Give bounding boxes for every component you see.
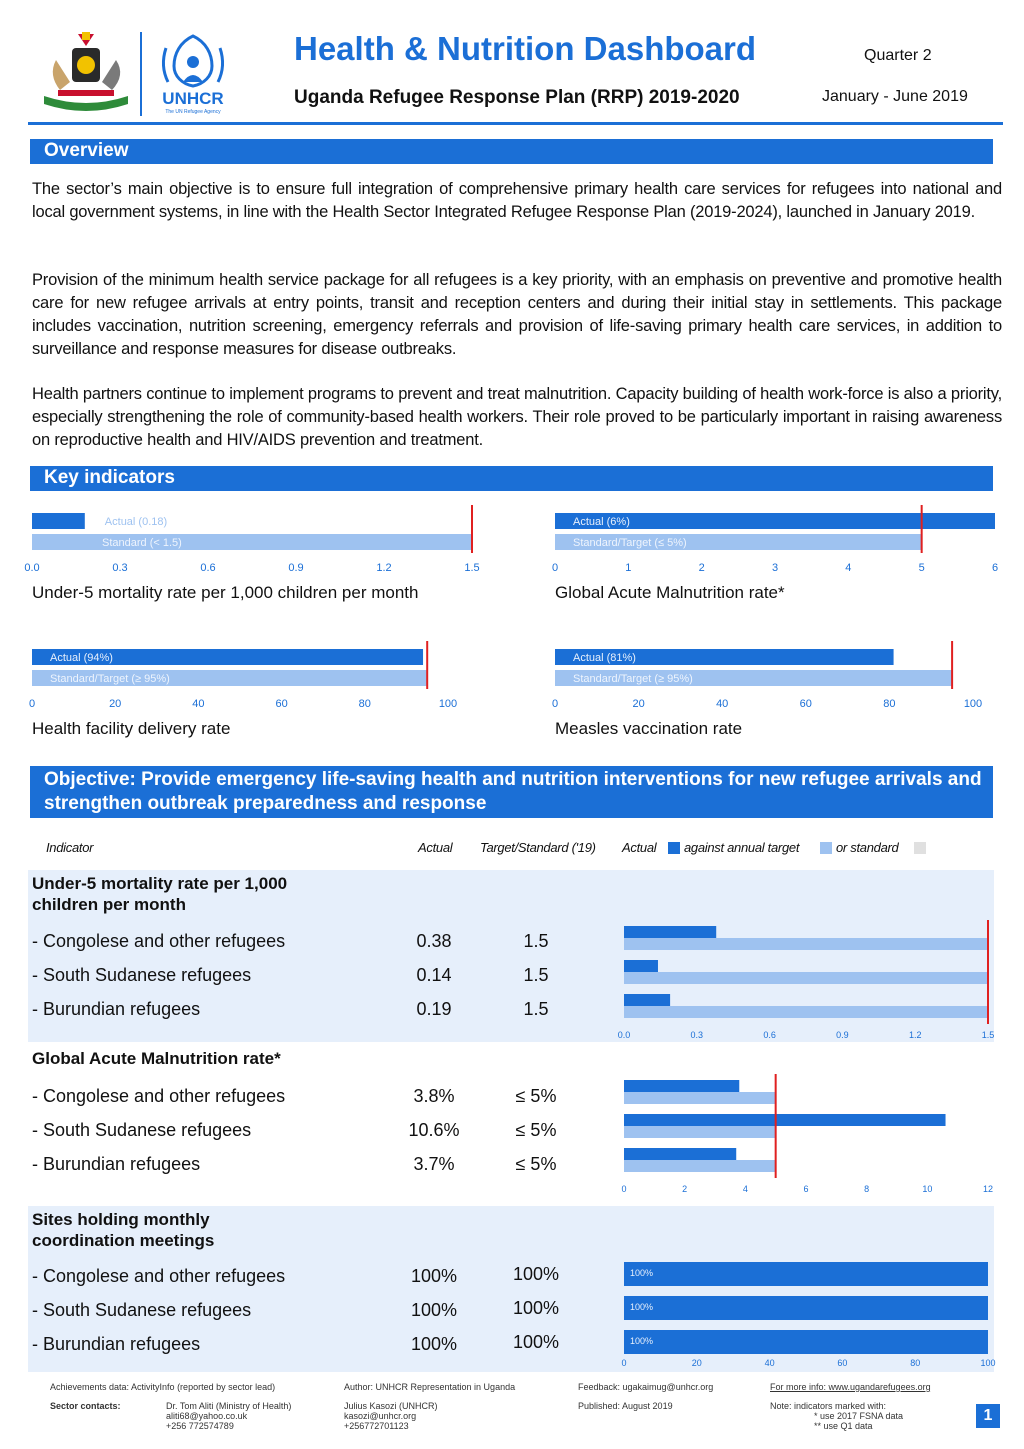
header-rule: [28, 122, 1003, 125]
footer-note-2: ** use Q1 data: [814, 1421, 873, 1431]
tick-label: 4: [845, 562, 852, 574]
actual-bar: [624, 1080, 739, 1092]
key-indicator-chart-under5-mortality: [24, 505, 490, 605]
tick-label: 1.5: [981, 1030, 995, 1040]
tick-label: 2: [682, 1184, 688, 1194]
tick-label: 40: [192, 698, 205, 710]
overview-paragraph-2: Provision of the minimum health service package for all refugees is a key priority, with an emphasis on preventive and promotive health care for new refugee arrivals at entry points, transit and reception centers and during their initial stay in settlements. This package includes vaccination, nutrition screening, emergency referrals and provision of life-saving primary health care services, in addition to surveillance and response measures for disease outbreaks.: [32, 271, 1002, 358]
legend-target-swatch: [820, 842, 832, 854]
group-chart-svg: [618, 920, 994, 1044]
unhcr-logo: [150, 32, 236, 116]
overview-paragraph-3: Health partners continue to implement programs to prevent and treat malnutrition. Capacity building of health work-force is also a priority, especially strengthening the role of community-based health workers. Their role proved to be particularly important in raising awareness on reproductive health and HIV/AIDS prevention and treatment.: [32, 385, 1002, 449]
footer-contact2-name: Julius Kasozi (UNHCR): [344, 1401, 438, 1411]
page-number: 1: [976, 1404, 1000, 1428]
tick-label: 0: [28, 698, 36, 710]
actual-bar: [624, 960, 658, 972]
key-chart-svg: [553, 505, 1003, 577]
tick-label: 0.3: [112, 562, 128, 574]
tick-label: 6: [803, 1184, 809, 1194]
row-target: 1.5: [523, 965, 549, 985]
group-chart-coordination: [618, 1256, 994, 1377]
row-target: 100%: [512, 1264, 560, 1284]
actual-bar: [624, 1262, 988, 1286]
legend-standard-label: or standard: [836, 840, 899, 855]
actual-bar: [624, 926, 716, 938]
tick-label: 3: [771, 562, 779, 574]
tick-label: 0.6: [200, 562, 216, 574]
group-chart-under5: [618, 920, 994, 1049]
tick-label: 20: [691, 1358, 702, 1368]
page-title: Health & Nutrition Dashboard: [294, 30, 757, 67]
row-target: ≤ 5%: [515, 1154, 557, 1174]
key-chart-title: Under-5 mortality rate per 1,000 children per month: [32, 583, 419, 602]
key-chart-svg: [553, 641, 1003, 713]
row-actual: 100%: [410, 1266, 458, 1286]
unhcr-wordmark: UNHCR: [162, 89, 224, 108]
footer-contact2-email[interactable]: kasozi@unhcr.org: [344, 1411, 417, 1421]
period-label: January - June 2019: [822, 88, 968, 105]
row-label: - Congolese and other refugees: [32, 1266, 286, 1286]
group-chart-gam: [618, 1074, 994, 1203]
tick-label: 5: [918, 562, 925, 574]
key-chart-svg: [30, 641, 490, 713]
footer-sector-contacts-label: Sector contacts:: [50, 1401, 121, 1411]
tick-label: 1.2: [908, 1030, 922, 1040]
target-bar: [624, 1160, 776, 1172]
actual-bar: [32, 513, 85, 529]
tick-label: 0.3: [690, 1030, 704, 1040]
key-indicator-chart-delivery-rate: [30, 641, 490, 741]
standard-data-label: Standard/Target (≤ 5%): [573, 537, 687, 549]
tick-label: 1.5: [464, 562, 480, 574]
actual-data-label: Actual (94%): [50, 652, 113, 664]
tick-label: 1.2: [376, 562, 392, 574]
row-label: - Congolese and other refugees: [32, 931, 286, 951]
row-target: 100%: [512, 1332, 560, 1352]
row-actual: 0.19: [416, 999, 452, 1019]
standard-bar: [32, 534, 472, 550]
legend-actual-label: Actual: [622, 840, 657, 855]
tick-label: 4: [742, 1184, 748, 1194]
col-header-indicator: Indicator: [46, 840, 94, 855]
target-bar: [624, 1092, 776, 1104]
footer-feedback[interactable]: Feedback: ugakaimug@unhcr.org: [578, 1382, 714, 1392]
key-indicators-heading: Key indicators: [30, 466, 993, 491]
row-label: - South Sudanese refugees: [32, 1300, 252, 1320]
row-target: 1.5: [523, 931, 549, 951]
row-label: - Burundian refugees: [32, 1154, 201, 1174]
tick-label: 100: [963, 698, 983, 710]
row-actual: 10.6%: [408, 1120, 460, 1140]
group-title: Global Acute Malnutrition rate*: [32, 1049, 281, 1068]
target-bar: [624, 972, 988, 984]
target-bar: [624, 1126, 776, 1138]
tick-label: 0: [551, 698, 559, 710]
row-label: - South Sudanese refugees: [32, 1120, 252, 1140]
tick-label: 100: [438, 698, 458, 710]
tick-label: 60: [837, 1358, 848, 1368]
row-actual: 3.8%: [413, 1086, 455, 1106]
footer-contact1-email[interactable]: aliti68@yahoo.co.uk: [166, 1411, 248, 1421]
bar-data-label: 100%: [630, 1336, 654, 1346]
key-indicator-chart-gam-rate: [553, 505, 1003, 605]
tick-label: 60: [275, 698, 288, 710]
tick-label: 60: [799, 698, 812, 710]
tick-label: 0: [551, 562, 559, 574]
row-label: - Congolese and other refugees: [32, 1086, 286, 1106]
key-indicator-chart-measles-rate: [553, 641, 1003, 741]
footer-note-1: * use 2017 FSNA data: [814, 1411, 904, 1421]
row-actual: 3.7%: [413, 1154, 455, 1174]
tick-label: 0: [621, 1184, 627, 1194]
key-chart-title: Measles vaccination rate: [555, 719, 743, 738]
row-label: - Burundian refugees: [32, 1334, 201, 1354]
row-actual: 100%: [410, 1300, 458, 1320]
footer-contact2-phone: +256772701123: [344, 1421, 409, 1431]
actual-bar: [624, 994, 670, 1006]
tick-label: 100: [980, 1358, 996, 1368]
overview-heading: Overview: [30, 139, 993, 164]
key-chart-title: Global Acute Malnutrition rate*: [555, 583, 785, 602]
actual-data-label: Actual (0.18): [104, 516, 168, 528]
actual-bar: [624, 1296, 988, 1320]
legend-standard-swatch: [914, 842, 926, 854]
actual-bar: [624, 1148, 736, 1160]
row-target: 1.5: [523, 999, 549, 1019]
footer-contact1-name: Dr. Tom Aliti (Ministry of Health): [166, 1401, 292, 1411]
unhcr-tagline: The UN Refugee Agency: [165, 109, 221, 115]
group-title: Under-5 mortality rate per 1,000 children per month: [32, 874, 288, 914]
bar-data-label: 100%: [630, 1302, 654, 1312]
footer-author: Author: UNHCR Representation in Uganda: [344, 1382, 516, 1392]
tick-label: 40: [716, 698, 729, 710]
row-label: - South Sudanese refugees: [32, 965, 252, 985]
standard-data-label: Standard/Target (≥ 95%): [573, 673, 693, 685]
tick-label: 40: [764, 1358, 775, 1368]
tick-label: 0.0: [24, 562, 40, 574]
tick-label: 80: [883, 698, 896, 710]
tick-label: 12: [982, 1184, 994, 1194]
tick-label: 1: [625, 562, 632, 574]
tick-label: 20: [109, 698, 122, 710]
tick-label: 80: [910, 1358, 921, 1368]
actual-data-label: Actual (81%): [573, 652, 636, 664]
standard-data-label: Standard (< 1.5): [102, 537, 182, 549]
logo-divider: [140, 32, 142, 116]
row-actual: 0.38: [416, 931, 452, 951]
actual-bar: [624, 1114, 946, 1126]
row-actual: 100%: [410, 1334, 458, 1354]
key-chart-svg: [24, 505, 490, 577]
footer-more-info-link[interactable]: For more info: www.ugandarefugees.org: [770, 1382, 931, 1392]
key-chart-title: Health facility delivery rate: [32, 719, 231, 738]
group-chart-svg: [618, 1256, 994, 1372]
tick-label: 0: [621, 1358, 627, 1368]
tick-label: 0.9: [836, 1030, 849, 1040]
footer-note-title: Note: indicators marked with:: [770, 1401, 887, 1411]
actual-data-label: Actual (6%): [573, 516, 630, 528]
tick-label: 0.9: [288, 562, 304, 574]
overview-paragraph-1: The sector’s main objective is to ensure full integration of comprehensive primary health care services for refugees into national and local government systems, in line with the Health Sector Integrated Refugee Response Plan (2019-2024), launched in January 2019.: [32, 180, 1002, 221]
target-bar: [624, 1006, 988, 1018]
col-header-target: Target/Standard ('19): [480, 840, 596, 855]
tick-label: 2: [698, 562, 705, 574]
legend-against-label: against annual target: [684, 840, 800, 855]
row-target: 100%: [512, 1298, 560, 1318]
uganda-coat-of-arms-logo: [38, 30, 134, 118]
tick-label: 8: [864, 1184, 870, 1194]
page-subtitle: Uganda Refugee Response Plan (RRP) 2019-2020: [294, 87, 740, 108]
row-target: ≤ 5%: [515, 1120, 557, 1140]
row-target: ≤ 5%: [515, 1086, 557, 1106]
footer-contact1-phone: +256 772574789: [166, 1421, 234, 1431]
group-chart-svg: [618, 1074, 994, 1198]
legend-actual-swatch: [668, 842, 680, 854]
actual-bar: [624, 1330, 988, 1354]
tick-label: 0.6: [763, 1030, 776, 1040]
tick-label: 6: [991, 562, 999, 574]
tick-label: 0.0: [617, 1030, 631, 1040]
bar-data-label: 100%: [630, 1268, 654, 1278]
row-label: - Burundian refugees: [32, 999, 201, 1019]
objective-heading: Objective: Provide emergency life-saving health and nutrition interventions for new refugee arrivals and strengthen outbreak preparedness and response: [30, 766, 993, 818]
target-bar: [624, 938, 988, 950]
standard-data-label: Standard/Target (≥ 95%): [50, 673, 170, 685]
footer-published: Published: August 2019: [578, 1401, 673, 1411]
quarter-label: Quarter 2: [864, 47, 932, 64]
row-actual: 0.14: [416, 965, 452, 985]
tick-label: 80: [358, 698, 371, 710]
tick-label: 20: [632, 698, 645, 710]
tick-label: 10: [922, 1184, 933, 1194]
col-header-actual: Actual: [418, 840, 453, 855]
footer-achievements: Achievements data: ActivityInfo (reported by sector lead): [50, 1382, 276, 1392]
group-title: Sites holding monthly coordination meetings: [32, 1210, 215, 1250]
